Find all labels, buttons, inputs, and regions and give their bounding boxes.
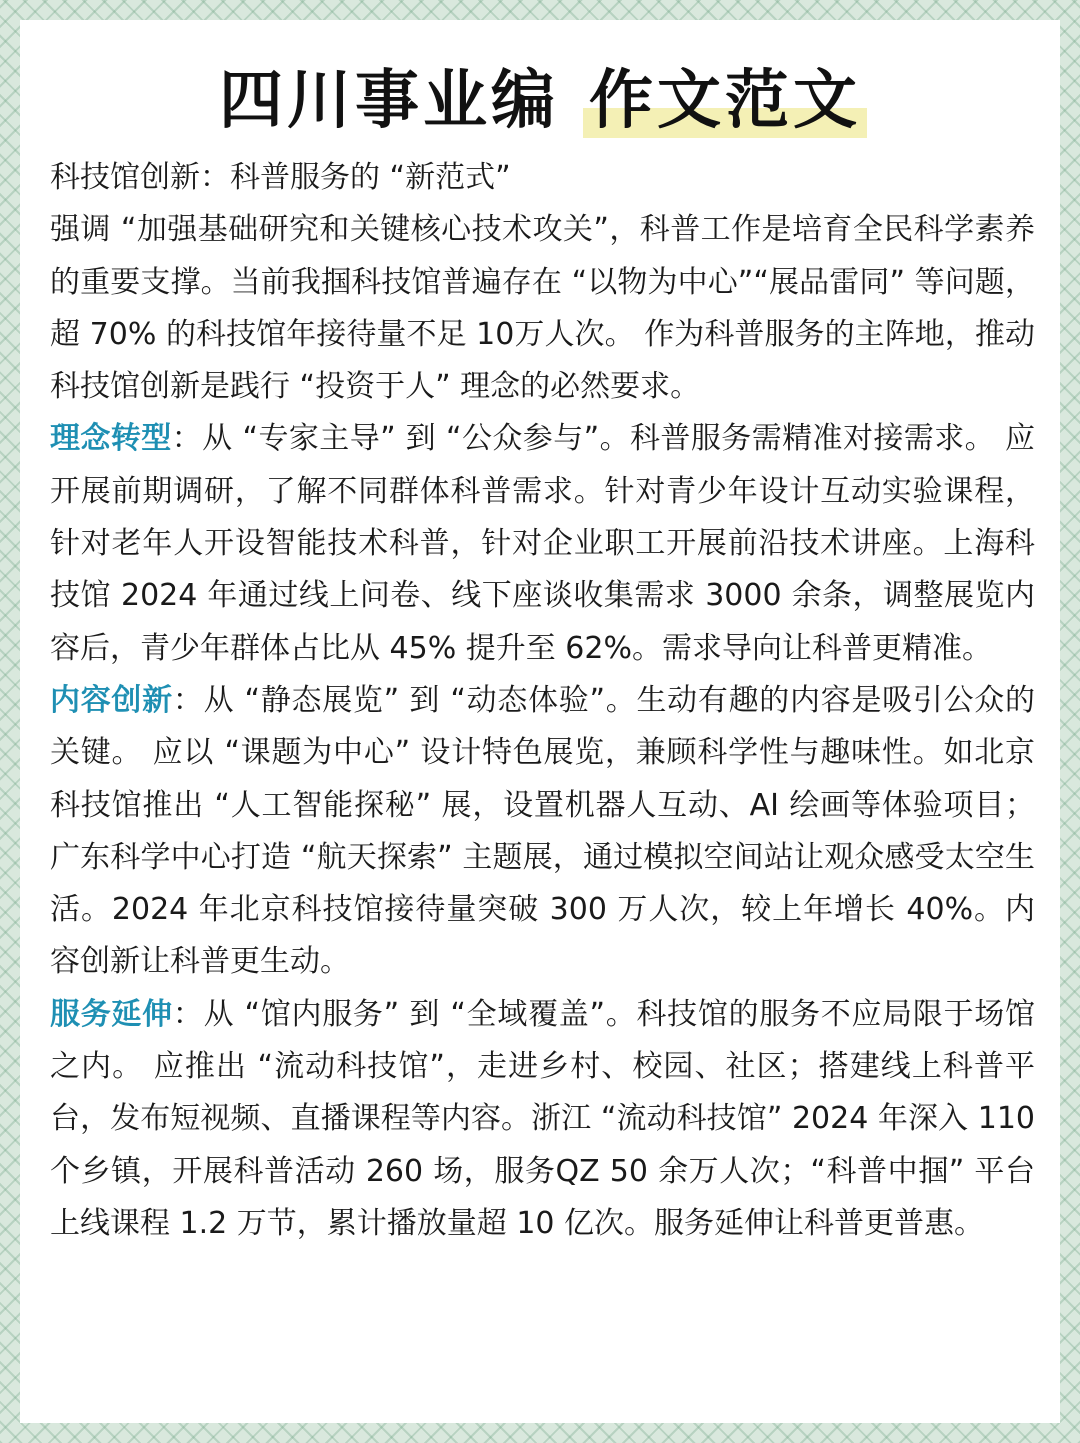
section-text: ：从 “静态展览” 到 “动态体验”。生动有趣的内容是吸引公众的关键。 应以 “课题为中心” 设计特色展览，兼顾科学性与趣味性。如北京科技馆推出 “人工智能探秘” 展，设置机器人互动、AI 绘画等体验项目；广东科学中心打造 “航天探索” 主题展，通过模拟空间站让观众感受太空生活。2024 年北京科技馆接待量突破 300 万人次，较上年增长 40%。内容创新让科普更生动。 — [50, 682, 1036, 980]
article-subtitle: 科技馆创新：科普服务的 “新范式” — [50, 160, 511, 195]
section-heading: 内容创新 — [50, 682, 173, 718]
section-paragraph — [50, 675, 1035, 989]
article-card — [20, 20, 1060, 1423]
section-text: ：从 “专家主导” 到 “公众参与”。科普服务需精准对接需求。 应开展前期调研，了解不同群体科普需求。针对青少年设计互动实验课程，针对老年人开设智能技术科普，针对企业职工开展前沿技术讲座。上海科技馆 2024 年通过线上问卷、线下座谈收集需求 3000 余条，调整展览内容后，青少年群体占比从 45% 提升至 62%。需求导向让科普更精准。 — [50, 421, 1036, 666]
section-heading: 理念转型 — [50, 421, 172, 457]
page-title — [20, 56, 1060, 146]
section-heading: 服务延伸 — [50, 996, 173, 1032]
section-paragraph — [50, 989, 1035, 1250]
intro-paragraph: 强调 “加强基础研究和关键核心技术攻关”，科普工作是培育全民科学素养的重要支撑。当前我掴科技馆普遍存在 “以物为中心”“展品雷同” 等问题，超 70% 的科技馆年接待量不足 10万人次。 作为科普服务的主阵地，推动科技馆创新是践行 “投资于人” 理念的必然要求。 — [50, 212, 1035, 405]
section-text: ：从 “馆内服务” 到 “全域覆盖”。科技馆的服务不应局限于场馆之内。 应推出 “流动科技馆”，走进乡村、校园、社区；搭建线上科普平台，发布短视频、直播课程等内容。浙江 “流动科技馆” 2024 年深入 110 个乡镇，开展科普活动 260 场，服务QZ 50 余万人次；“科普中掴” 平台上线课程 1.2 万节，累计播放量超 10 亿次。服务延伸让科普更普惠。 — [50, 996, 1036, 1241]
section-paragraph — [50, 413, 1035, 674]
title-part1: 四川事业编 — [219, 64, 559, 138]
title-part2-highlighted — [589, 56, 861, 146]
article-body — [50, 152, 1035, 1250]
title-part2: 作文范文 — [589, 64, 861, 138]
